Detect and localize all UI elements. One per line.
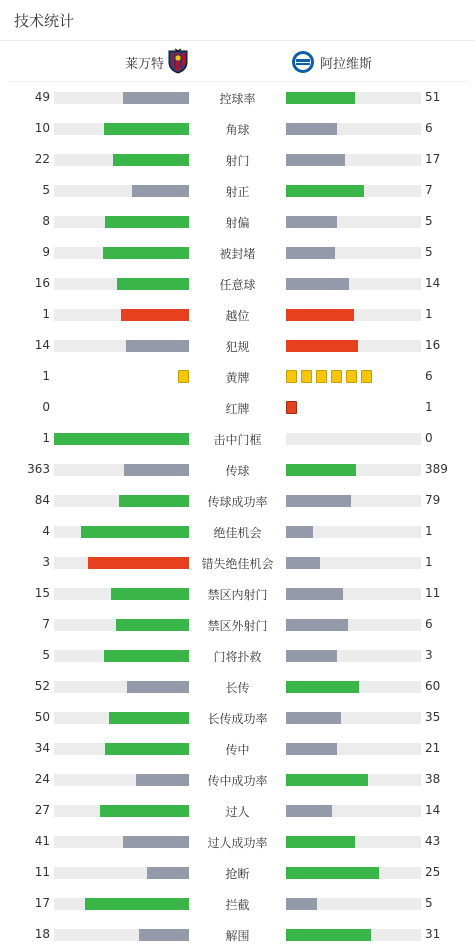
away-stat-bar — [286, 929, 421, 941]
home-stat-bar-fill — [109, 712, 189, 724]
home-stat-value: 27 — [34, 803, 50, 817]
home-team-name: 莱万特 — [125, 57, 165, 72]
away-stat-bar-fill — [286, 495, 351, 507]
away-stat-value: 38 — [425, 772, 441, 786]
home-stat-value: 24 — [34, 772, 50, 786]
away-stat-bar-fill — [286, 805, 332, 817]
home-stat-value: 1 — [42, 431, 50, 445]
stat-row — [0, 796, 475, 827]
stat-row — [0, 579, 475, 610]
stat-row — [0, 703, 475, 734]
away-stat-value: 25 — [425, 865, 441, 879]
away-stat-value: 6 — [425, 617, 433, 631]
stat-label: 传中成功率 — [207, 774, 268, 788]
yellow-card-icon — [346, 370, 357, 383]
away-stat-bar-fill — [286, 774, 368, 786]
away-stat-bar — [286, 836, 421, 848]
away-stat-bar — [286, 588, 421, 600]
away-stat-bar — [286, 557, 421, 569]
stat-label: 过人成功率 — [207, 836, 268, 850]
stat-label: 角球 — [225, 123, 250, 137]
home-stat-bar-fill — [147, 867, 189, 879]
away-stat-value: 21 — [425, 741, 441, 755]
stat-label: 错失绝佳机会 — [201, 557, 274, 571]
home-stat-bar — [54, 340, 189, 352]
stat-row — [0, 455, 475, 486]
stat-row — [0, 393, 475, 424]
away-stat-bar-fill — [286, 185, 364, 197]
away-stat-value: 14 — [425, 803, 441, 817]
stat-row — [0, 610, 475, 641]
home-stat-bar-fill — [124, 464, 189, 476]
stat-row — [0, 207, 475, 238]
yellow-card-icon — [178, 370, 189, 383]
home-stat-bar — [54, 836, 189, 848]
stat-row — [0, 83, 475, 114]
home-stat-bar-fill — [123, 836, 189, 848]
home-stat-bar — [54, 867, 189, 879]
away-stat-value: 14 — [425, 276, 441, 290]
away-stat-bar — [286, 898, 421, 910]
away-stat-value: 11 — [425, 586, 441, 600]
stat-row — [0, 641, 475, 672]
home-stat-value: 0 — [42, 400, 50, 414]
away-stat-bar-fill — [286, 712, 341, 724]
home-stat-value: 8 — [42, 214, 50, 228]
home-stat-bar — [54, 681, 189, 693]
stat-row — [0, 517, 475, 548]
away-stat-bar-fill — [286, 123, 337, 135]
home-stat-bar — [54, 619, 189, 631]
stat-label: 传球 — [225, 464, 250, 478]
home-stat-bar — [54, 495, 189, 507]
away-stat-bar — [286, 867, 421, 879]
stat-label: 射门 — [225, 154, 250, 168]
stat-row — [0, 145, 475, 176]
home-stat-value: 34 — [34, 741, 50, 755]
away-team-name: 阿拉维斯 — [320, 57, 373, 72]
away-stat-value: 6 — [425, 121, 433, 135]
away-stat-bar-fill — [286, 867, 379, 879]
home-stat-bar — [54, 154, 189, 166]
home-stat-value: 363 — [27, 462, 50, 476]
stat-row — [0, 920, 475, 951]
home-stat-value: 1 — [42, 369, 50, 383]
stat-label: 拦截 — [225, 898, 250, 912]
home-stat-bar-fill — [113, 154, 189, 166]
home-stat-bar-fill — [123, 92, 189, 104]
stat-label: 解围 — [225, 929, 250, 943]
away-stat-bar-fill — [286, 681, 359, 693]
stat-label: 射正 — [225, 185, 250, 199]
home-stat-bar — [54, 526, 189, 538]
stat-label: 越位 — [225, 309, 250, 323]
away-stat-bar — [286, 619, 421, 631]
yellow-card-icon — [316, 370, 327, 383]
away-stat-bar — [286, 154, 421, 166]
away-stat-value: 31 — [425, 927, 441, 941]
away-stat-value: 1 — [425, 524, 433, 538]
away-stat-bar-fill — [286, 464, 356, 476]
stat-label: 击中门框 — [213, 433, 262, 447]
home-stat-value: 15 — [34, 586, 50, 600]
away-stat-value: 5 — [425, 214, 433, 228]
stat-label: 绝佳机会 — [213, 526, 262, 540]
away-stat-bar — [286, 185, 421, 197]
away-stat-value: 5 — [425, 245, 433, 259]
home-stat-bar — [54, 278, 189, 290]
yellow-card-icon — [361, 370, 372, 383]
stat-label: 传球成功率 — [207, 495, 268, 509]
home-stat-bar — [54, 123, 189, 135]
away-stat-value: 389 — [425, 462, 448, 476]
away-stat-value: 5 — [425, 896, 433, 910]
stat-label: 过人 — [225, 805, 250, 819]
home-stat-bar-fill — [121, 309, 189, 321]
stat-row — [0, 734, 475, 765]
yellow-card-icon — [286, 370, 297, 383]
home-stat-value: 49 — [34, 90, 50, 104]
home-stat-bar — [54, 929, 189, 941]
away-stat-bar — [286, 805, 421, 817]
home-stat-value: 9 — [42, 245, 50, 259]
home-stat-value: 16 — [34, 276, 50, 290]
stat-label: 任意球 — [219, 278, 256, 292]
stat-label: 禁区外射门 — [207, 619, 268, 633]
away-stat-bar-fill — [286, 154, 345, 166]
stat-row — [0, 424, 475, 455]
home-stat-bar-fill — [126, 340, 189, 352]
away-stat-bar — [286, 216, 421, 228]
home-stat-value: 10 — [34, 121, 50, 135]
home-stat-value: 18 — [34, 927, 50, 941]
away-stat-bar-fill — [286, 898, 317, 910]
home-stat-value: 41 — [34, 834, 50, 848]
stat-row — [0, 362, 475, 393]
home-stat-bar-fill — [127, 681, 189, 693]
away-stat-value: 79 — [425, 493, 441, 507]
away-stat-bar — [286, 309, 421, 321]
home-stat-value: 14 — [34, 338, 50, 352]
away-stat-bar-fill — [286, 650, 337, 662]
away-stat-value: 16 — [425, 338, 441, 352]
stat-row — [0, 548, 475, 579]
stat-row — [0, 765, 475, 796]
home-stat-value: 1 — [42, 307, 50, 321]
home-stat-bar-fill — [117, 278, 189, 290]
home-stat-bar — [54, 247, 189, 259]
home-stat-bar — [54, 464, 189, 476]
home-stat-bar — [54, 712, 189, 724]
home-stat-value: 7 — [42, 617, 50, 631]
away-stat-value: 60 — [425, 679, 441, 693]
away-stat-bar — [286, 247, 421, 259]
stat-row — [0, 238, 475, 269]
yellow-card-icon — [301, 370, 312, 383]
home-stat-bar-fill — [116, 619, 189, 631]
stat-row — [0, 269, 475, 300]
home-stat-bar — [54, 309, 189, 321]
home-stat-value: 5 — [42, 648, 50, 662]
home-stat-bar — [54, 216, 189, 228]
home-stat-value: 5 — [42, 183, 50, 197]
away-stat-bar — [286, 278, 421, 290]
home-stat-value: 3 — [42, 555, 50, 569]
away-stat-bar — [286, 92, 421, 104]
stat-row — [0, 672, 475, 703]
away-stat-bar-fill — [286, 557, 320, 569]
stat-row — [0, 114, 475, 145]
away-stat-bar — [286, 433, 421, 445]
stat-label: 传中 — [225, 743, 250, 757]
away-stat-value: 1 — [425, 307, 433, 321]
stat-label: 被封堵 — [219, 247, 256, 261]
home-stat-bar-fill — [100, 805, 189, 817]
home-stat-bar — [54, 650, 189, 662]
away-stat-value: 1 — [425, 400, 433, 414]
home-stat-bar-fill — [104, 123, 189, 135]
stat-row — [0, 331, 475, 362]
away-stat-bar — [286, 650, 421, 662]
header — [0, 0, 475, 41]
teams-header — [8, 41, 467, 82]
home-stat-bar — [54, 805, 189, 817]
home-stat-value: 4 — [42, 524, 50, 538]
away-stat-value: 6 — [425, 369, 433, 383]
stat-row — [0, 827, 475, 858]
red-card-icon — [286, 401, 297, 414]
away-stat-bar-fill — [286, 619, 348, 631]
page-title: 技术统计 — [14, 12, 75, 30]
away-stat-bar — [286, 774, 421, 786]
away-stat-bar-fill — [286, 588, 343, 600]
away-stat-bar — [286, 340, 421, 352]
away-stat-value: 43 — [425, 834, 441, 848]
home-stat-value: 52 — [34, 679, 50, 693]
alaves-crest-icon — [291, 49, 315, 75]
stat-label: 射偏 — [225, 216, 250, 230]
stat-label: 犯规 — [225, 340, 250, 354]
away-stat-bar — [286, 681, 421, 693]
home-stat-bar — [54, 898, 189, 910]
stat-label: 禁区内射门 — [207, 588, 268, 602]
away-stat-bar-fill — [286, 278, 349, 290]
stat-row — [0, 176, 475, 207]
away-stat-bar-fill — [286, 216, 337, 228]
away-stat-value: 7 — [425, 183, 433, 197]
stat-row — [0, 858, 475, 889]
home-stat-bar — [54, 185, 189, 197]
away-stat-bar-fill — [286, 836, 355, 848]
home-stat-bar — [54, 92, 189, 104]
home-stat-bar-fill — [119, 495, 189, 507]
away-stat-bar-fill — [286, 929, 371, 941]
home-stat-bar — [54, 743, 189, 755]
away-stat-bar-fill — [286, 743, 337, 755]
home-stat-bar — [54, 433, 189, 445]
home-stat-bar-fill — [111, 588, 189, 600]
home-stat-bar-fill — [105, 743, 189, 755]
home-stat-bar-fill — [139, 929, 189, 941]
home-stat-bar-fill — [105, 216, 189, 228]
away-stat-bar — [286, 743, 421, 755]
away-stat-bar — [286, 712, 421, 724]
away-stat-bar — [286, 526, 421, 538]
away-stat-bar-fill — [286, 309, 354, 321]
stat-label: 控球率 — [219, 92, 256, 106]
stat-label: 长传 — [225, 681, 250, 695]
away-stat-value: 3 — [425, 648, 433, 662]
stat-row — [0, 486, 475, 517]
home-stat-bar-fill — [103, 247, 189, 259]
stat-label: 红牌 — [225, 402, 250, 416]
away-stat-bar-fill — [286, 247, 335, 259]
home-stat-bar-fill — [81, 526, 189, 538]
away-stat-value: 51 — [425, 90, 441, 104]
away-stat-bar-fill — [286, 340, 358, 352]
away-stat-value: 17 — [425, 152, 441, 166]
home-stat-bar — [54, 774, 189, 786]
home-stat-bar-fill — [88, 557, 189, 569]
stat-label: 黄牌 — [225, 371, 250, 385]
away-stat-value: 0 — [425, 431, 433, 445]
home-stat-value: 84 — [34, 493, 50, 507]
stat-label: 长传成功率 — [207, 712, 268, 726]
home-stat-value: 22 — [34, 152, 50, 166]
stat-label: 门将扑救 — [213, 650, 262, 664]
home-stat-value: 17 — [34, 896, 50, 910]
away-stat-bar — [286, 495, 421, 507]
yellow-card-icon — [331, 370, 342, 383]
away-stat-bar-fill — [286, 92, 355, 104]
levante-crest-icon — [166, 48, 190, 74]
home-stat-bar-fill — [85, 898, 189, 910]
home-stat-bar-fill — [132, 185, 189, 197]
away-stat-bar — [286, 123, 421, 135]
away-stat-value: 1 — [425, 555, 433, 569]
away-stat-value: 35 — [425, 710, 441, 724]
stat-label: 抢断 — [225, 867, 250, 881]
home-stat-bar-fill — [136, 774, 189, 786]
home-stat-bar-fill — [54, 433, 189, 445]
away-stat-bar-fill — [286, 526, 313, 538]
stat-row — [0, 300, 475, 331]
home-stat-value: 50 — [34, 710, 50, 724]
away-stat-bar — [286, 464, 421, 476]
stat-row — [0, 889, 475, 920]
home-stat-value: 11 — [34, 865, 50, 879]
home-stat-bar — [54, 557, 189, 569]
home-stat-bar — [54, 588, 189, 600]
home-stat-bar-fill — [104, 650, 189, 662]
stats-list — [0, 82, 475, 942]
